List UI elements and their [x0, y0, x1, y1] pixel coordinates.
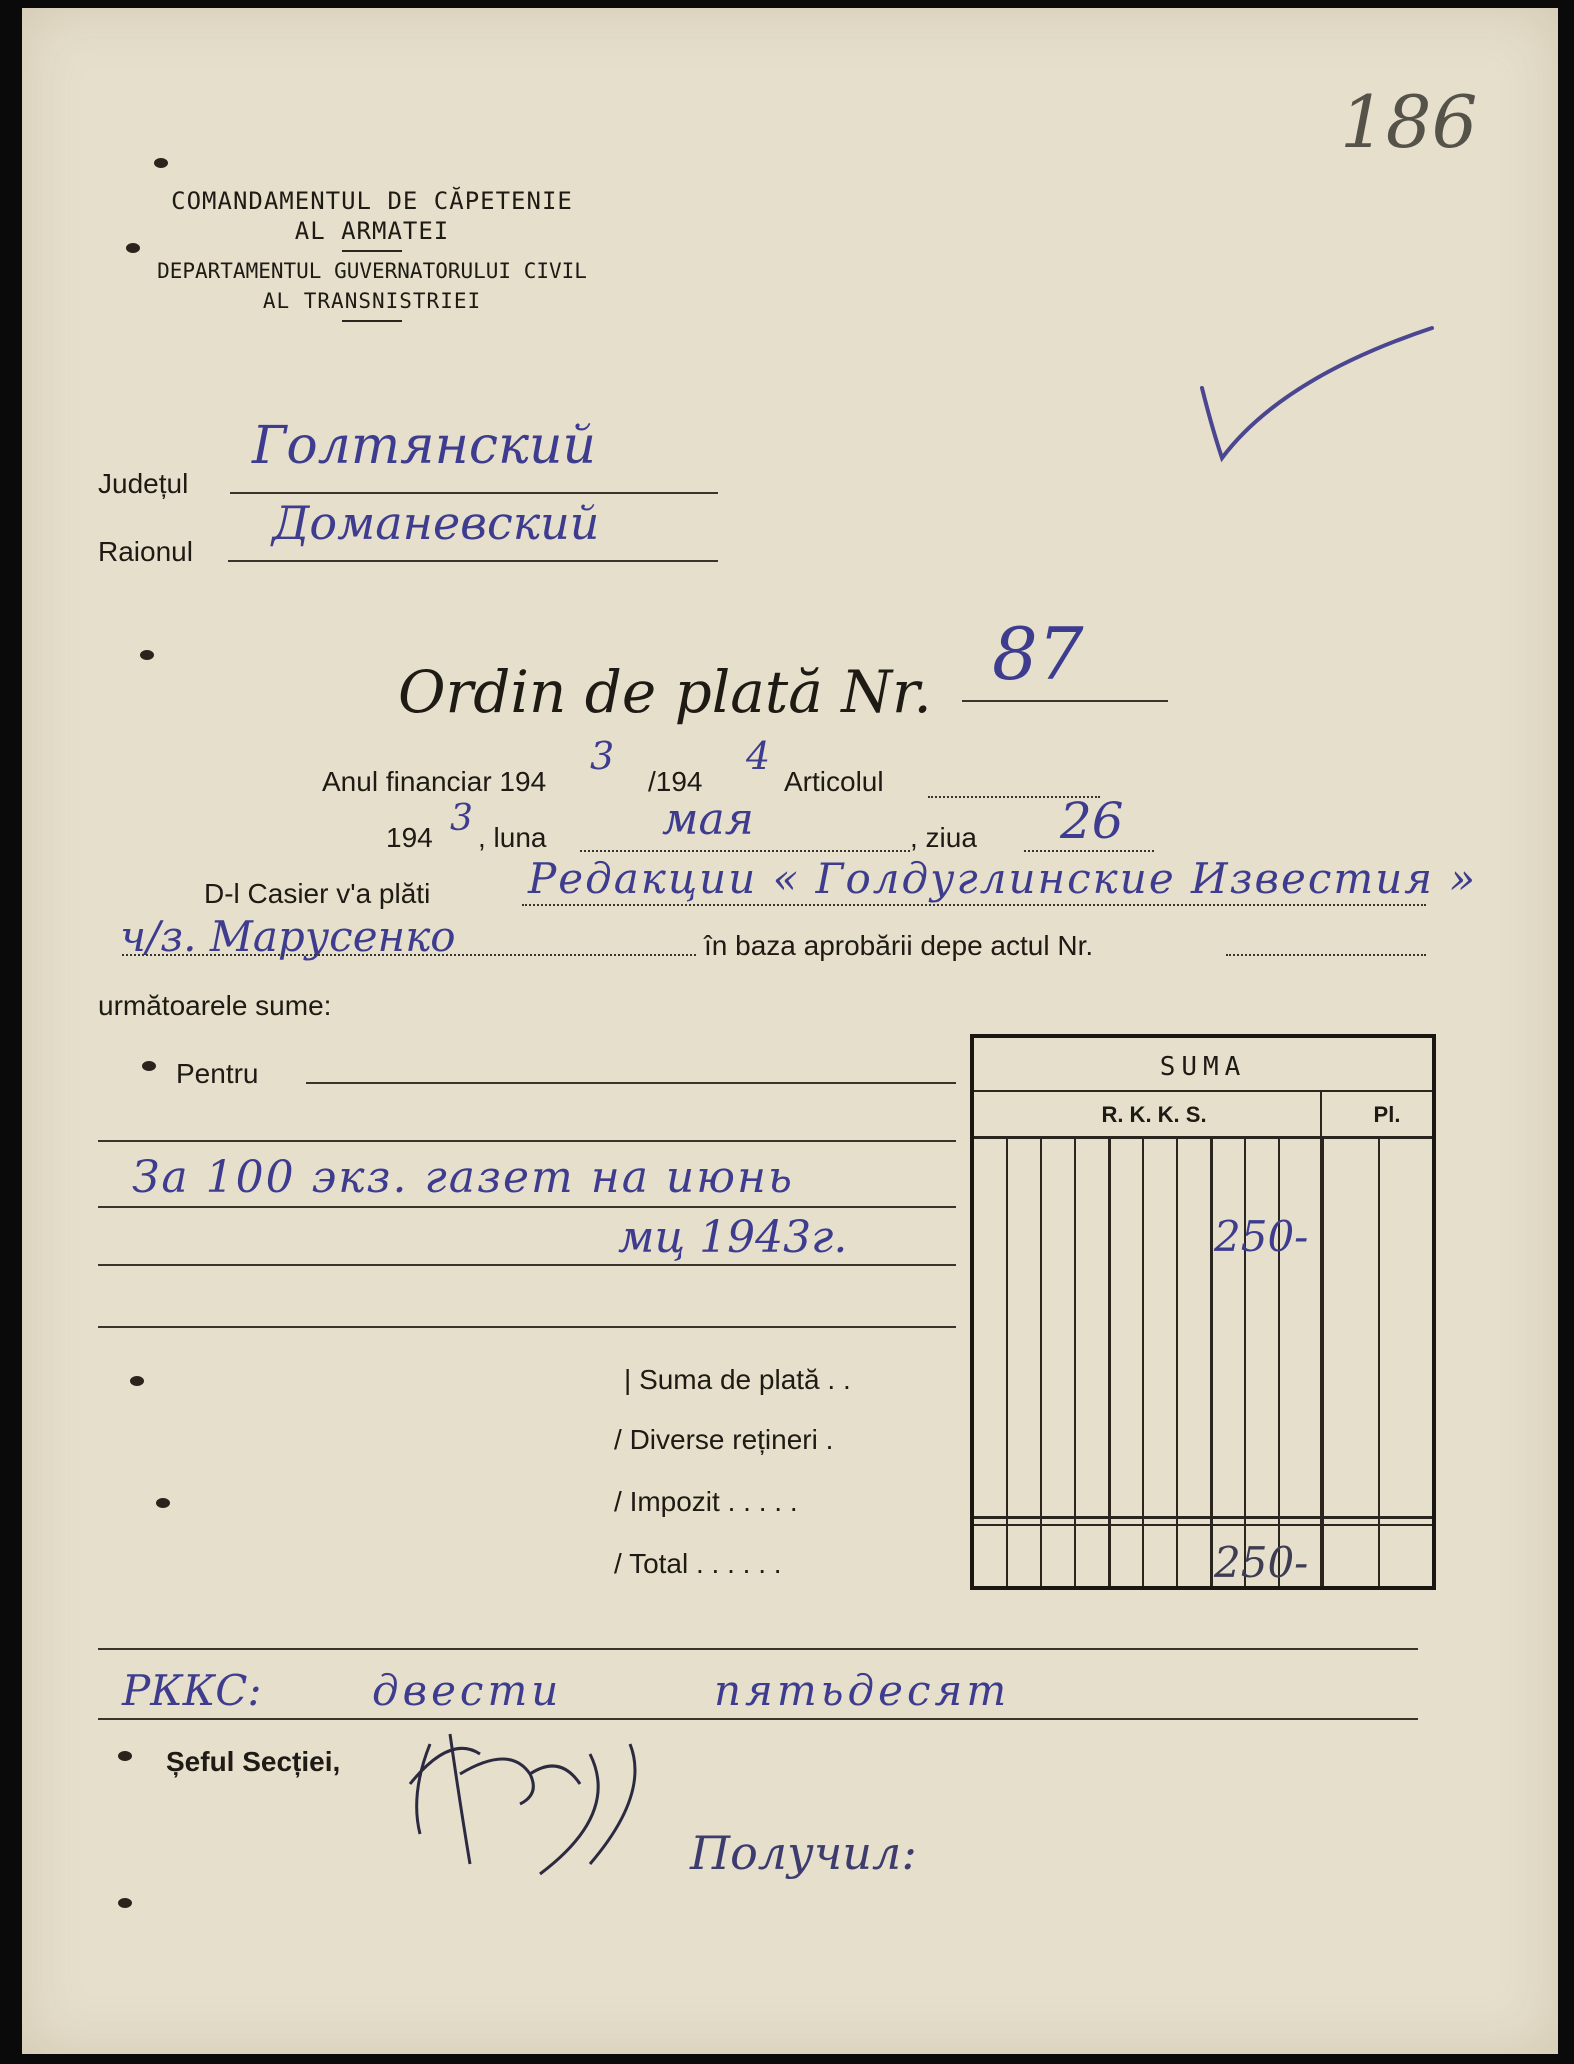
- punch-hole: [118, 1751, 132, 1761]
- date-prefix: 194: [386, 822, 433, 853]
- words-rule-bottom: [98, 1718, 1418, 1720]
- amount-words-1: двести: [372, 1666, 563, 1715]
- header-line-3: DEPARTAMENTUL GUVERNATORULUI CIVIL: [157, 259, 587, 283]
- pentru-rule-4: [98, 1264, 956, 1266]
- judetul-label: Județul: [98, 468, 189, 499]
- received-label: Получил:: [690, 1826, 917, 1880]
- seful-label: Șeful Secției,: [166, 1746, 341, 1777]
- luna-label: , luna: [478, 822, 547, 853]
- judetul-value: Голтянский: [252, 416, 596, 476]
- header-block: [92, 186, 652, 326]
- payee-line-1: Редакции « Голдуглинские Известия »: [528, 854, 1478, 903]
- casier-label: D-l Casier v'a plăti: [204, 878, 431, 909]
- payment-order-document: [22, 8, 1558, 2054]
- suma-plata-label: | Suma de plată . .: [624, 1364, 851, 1395]
- payee-line-1-rule: [522, 904, 1426, 906]
- ziua-value: 26: [1060, 792, 1124, 850]
- date-year: 3: [450, 798, 473, 839]
- suma-table: [970, 1034, 1436, 1590]
- currency-label: РККС:: [122, 1666, 262, 1715]
- fiscal-year-1: 3: [590, 734, 615, 778]
- check-mark-icon: [1192, 308, 1442, 478]
- rkks-header: R. K. K. S.: [1101, 1102, 1207, 1127]
- signature: [390, 1714, 670, 1884]
- page-title: Ordin de plată Nr.: [398, 658, 932, 726]
- suma-header: SUMA: [1159, 1052, 1247, 1082]
- diverse-label: / Diverse rețineri .: [614, 1424, 834, 1455]
- header-line-1: COMANDAMENTUL DE CĂPETENIE: [171, 187, 573, 215]
- payee-line-2-rule: [122, 954, 696, 956]
- luna-line: [580, 850, 910, 852]
- amount-words-2: пятьдесят: [714, 1666, 1011, 1715]
- total-label: / Total . . . . . .: [614, 1548, 782, 1579]
- fiscal-year-2: 4: [746, 734, 771, 778]
- punch-hole: [154, 158, 168, 168]
- order-number: 87: [992, 612, 1084, 696]
- punch-hole: [130, 1376, 144, 1386]
- baza-line: [1226, 954, 1426, 956]
- articolul-label: Articolul: [784, 766, 884, 797]
- pentru-rule-1: [306, 1082, 956, 1084]
- words-rule-top: [98, 1648, 1418, 1650]
- pentru-rule-3: [98, 1206, 956, 1208]
- raionul-line: [228, 560, 718, 562]
- pentru-label: Pentru: [176, 1058, 259, 1089]
- luna-value: мая: [662, 794, 754, 845]
- punch-hole: [142, 1061, 156, 1071]
- punch-hole: [118, 1898, 132, 1908]
- payee-line-2: ч/з. Марусенко: [120, 912, 456, 961]
- pentru-line-2: мц 1943г.: [618, 1212, 848, 1263]
- archive-number: 186: [1340, 80, 1478, 164]
- total-amount-value: 250-: [1214, 1538, 1309, 1587]
- ziua-line: [1024, 850, 1154, 852]
- amount-row-value: 250-: [1214, 1212, 1309, 1261]
- pentru-line-1: За 100 экз. газет на июнь: [132, 1152, 794, 1203]
- raionul-value: Доманевский: [272, 496, 600, 550]
- order-number-line: [962, 700, 1168, 702]
- fiscal-sep: /194: [648, 766, 703, 797]
- impozit-label: / Impozit . . . . .: [614, 1486, 798, 1517]
- raionul-label: Raionul: [98, 536, 193, 567]
- anul-label: Anul financiar 194: [322, 766, 547, 797]
- pentru-rule-5: [98, 1326, 956, 1328]
- judetul-line: [230, 492, 718, 494]
- punch-hole: [140, 650, 154, 660]
- baza-label: în baza aprobării depe actul Nr.: [704, 930, 1094, 961]
- pl-header: Pl.: [1373, 1102, 1401, 1127]
- punch-hole: [156, 1498, 170, 1508]
- urmatoarele-label: următoarele sume:: [98, 990, 332, 1021]
- header-line-2: AL ARMATEI: [294, 217, 450, 245]
- header-line-4: AL TRANSNISTRIEI: [262, 289, 482, 313]
- pentru-rule-2: [98, 1140, 956, 1142]
- ziua-label: , ziua: [910, 822, 977, 853]
